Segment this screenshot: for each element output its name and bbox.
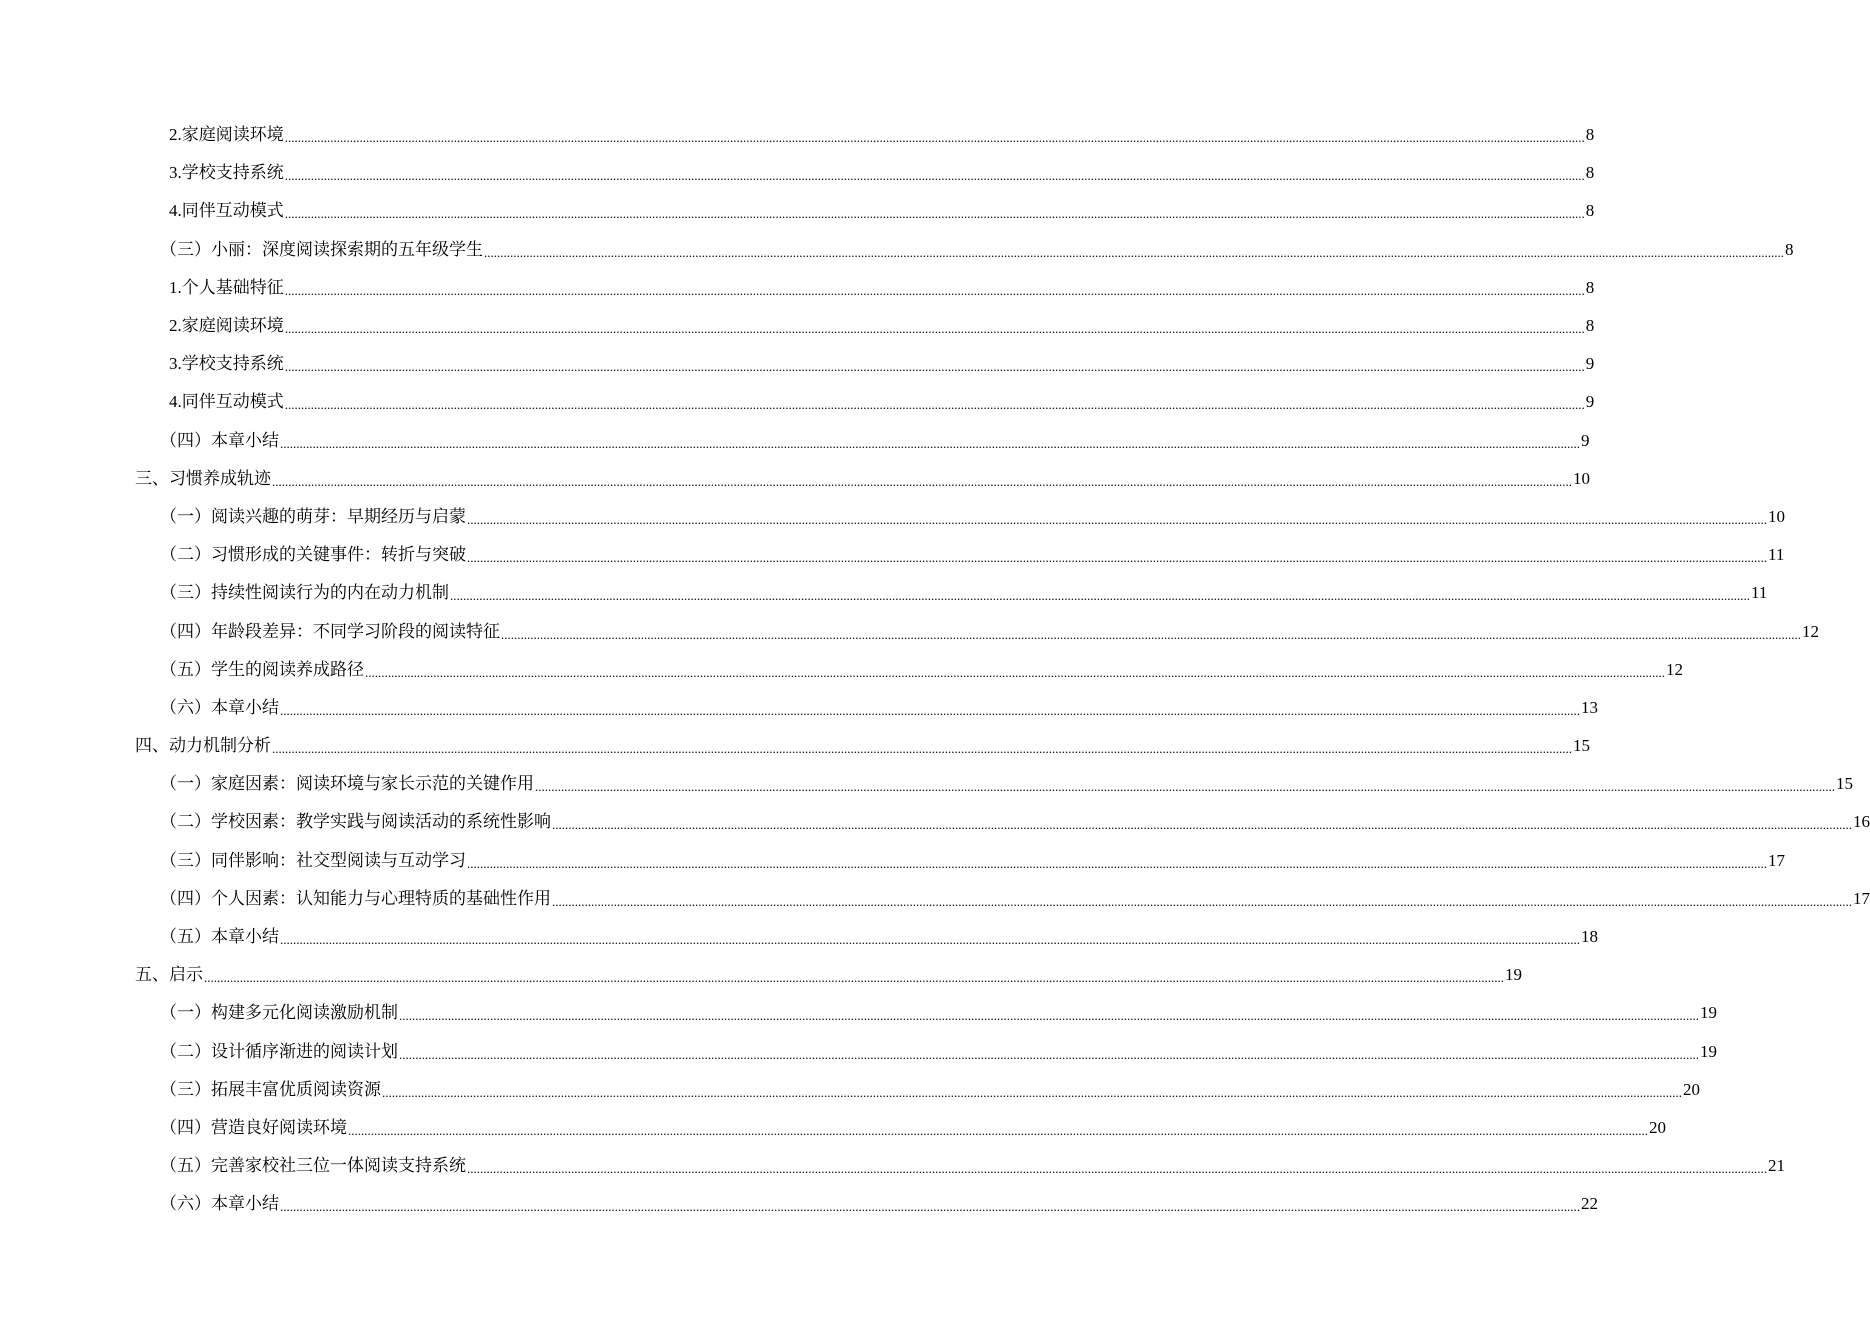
toc-entry-title: （六）本章小结 — [160, 697, 279, 717]
toc-entry-title: 1.个人基础特征 — [169, 277, 284, 297]
dot-leader: ................................................................................................................................................................................................................................................................................................................................................................................................................ — [284, 168, 1585, 184]
dot-leader: ................................................................................................................................................................................................................................................................................................................................................................................................................ — [280, 932, 1580, 948]
dot-leader: ................................................................................................................................................................................................................................................................................................................................................................................................................ — [284, 130, 1585, 146]
toc-entry-page-number: 21 — [1768, 1156, 1785, 1176]
toc-entry-page-number: 18 — [1581, 927, 1598, 947]
dot-leader: ................................................................................................................................................................................................................................................................................................................................................................................................................ — [382, 1084, 1682, 1100]
dot-leader: ................................................................................................................................................................................................................................................................................................................................................................................................................ — [280, 702, 1580, 718]
dot-leader: ................................................................................................................................................................................................................................................................................................................................................................................................................ — [284, 206, 1585, 222]
toc-entry-page-number: 19 — [1700, 1003, 1717, 1023]
dot-leader: ................................................................................................................................................................................................................................................................................................................................................................................................................ — [272, 473, 1572, 489]
toc-entry-page-number: 20 — [1683, 1079, 1700, 1099]
toc-entry[interactable] — [0, 574, 1768, 612]
toc-entry[interactable] — [0, 803, 1870, 841]
toc-entry-title: （五）完善家校社三位一体阅读支持系统 — [160, 1156, 466, 1176]
toc-entry-title: 五、启示 — [135, 965, 203, 985]
toc-entry[interactable] — [0, 116, 1595, 154]
toc-entry-title: （三）拓展丰富优质阅读资源 — [160, 1079, 381, 1099]
toc-entry[interactable] — [0, 269, 1595, 307]
toc-entry-page-number: 9 — [1585, 354, 1595, 374]
toc-entry-title: 4.同伴互动模式 — [169, 392, 284, 412]
toc-entry-page-number: 16 — [1853, 812, 1870, 832]
dot-leader: ................................................................................................................................................................................................................................................................................................................................................................................................................ — [450, 588, 1750, 604]
toc-entry[interactable] — [0, 345, 1595, 383]
toc-entry-title: 3.学校支持系统 — [169, 163, 284, 183]
toc-entry-page-number: 17 — [1768, 850, 1785, 870]
toc-entry-page-number: 8 — [1585, 163, 1595, 183]
toc-entry-page-number: 9 — [1585, 392, 1595, 412]
dot-leader: ................................................................................................................................................................................................................................................................................................................................................................................................................ — [365, 664, 1665, 680]
toc-entry[interactable] — [0, 154, 1595, 192]
dot-leader: ................................................................................................................................................................................................................................................................................................................................................................................................................ — [467, 550, 1767, 566]
toc-entry[interactable] — [0, 383, 1595, 421]
toc-entry-title: （三）小丽：深度阅读探索期的五年级学生 — [160, 239, 483, 259]
dot-leader: ................................................................................................................................................................................................................................................................................................................................................................................................................ — [399, 1008, 1699, 1024]
toc-entry-title: （四）年龄段差异：不同学习阶段的阅读特征 — [160, 621, 500, 641]
toc-entry-page-number: 9 — [1581, 430, 1590, 450]
toc-entry-title: （三）持续性阅读行为的内在动力机制 — [160, 583, 449, 603]
toc-entry-page-number: 8 — [1585, 316, 1595, 336]
toc-entry-page-number: 17 — [1853, 888, 1870, 908]
toc-entry[interactable] — [0, 498, 1785, 536]
toc-entry-page-number: 10 — [1768, 506, 1785, 526]
toc-entry-title: （一）家庭因素：阅读环境与家长示范的关键作用 — [160, 774, 534, 794]
toc-entry[interactable] — [0, 231, 1794, 269]
dot-leader: ................................................................................................................................................................................................................................................................................................................................................................................................................ — [280, 1199, 1580, 1215]
toc-entry-title: 三、习惯养成轨迹 — [135, 468, 271, 488]
toc-entry-title: 2.家庭阅读环境 — [169, 125, 284, 145]
toc-entry[interactable] — [0, 994, 1717, 1032]
toc-entry[interactable] — [0, 612, 1819, 650]
dot-leader: ................................................................................................................................................................................................................................................................................................................................................................................................................ — [284, 359, 1585, 375]
toc-entry-title: （二）习惯形成的关键事件：转折与突破 — [160, 545, 466, 565]
toc-entry[interactable] — [0, 422, 1590, 460]
toc-entry-page-number: 12 — [1802, 621, 1819, 641]
toc-entry-page-number: 8 — [1585, 201, 1595, 221]
toc-entry[interactable] — [0, 460, 1590, 498]
toc-entry[interactable] — [0, 1185, 1598, 1223]
toc-entry[interactable] — [0, 307, 1595, 345]
dot-leader: ................................................................................................................................................................................................................................................................................................................................................................................................................ — [280, 435, 1580, 451]
toc-entry-page-number: 15 — [1836, 774, 1853, 794]
toc-entry[interactable] — [0, 192, 1595, 230]
toc-entry[interactable] — [0, 918, 1598, 956]
toc-entry-page-number: 8 — [1585, 277, 1595, 297]
dot-leader: ................................................................................................................................................................................................................................................................................................................................................................................................................ — [284, 282, 1585, 298]
dot-leader: ................................................................................................................................................................................................................................................................................................................................................................................................................ — [348, 1122, 1648, 1138]
toc-entry-page-number: 19 — [1700, 1041, 1717, 1061]
toc-entry-title: （五）学生的阅读养成路径 — [160, 659, 364, 679]
toc-entry-page-number: 11 — [1768, 545, 1785, 565]
dot-leader: ................................................................................................................................................................................................................................................................................................................................................................................................................ — [552, 817, 1852, 833]
toc-entry-page-number: 13 — [1581, 697, 1598, 717]
toc-entry[interactable] — [0, 880, 1870, 918]
dot-leader: ................................................................................................................................................................................................................................................................................................................................................................................................................ — [204, 970, 1504, 986]
toc-entry-title: （一）阅读兴趣的萌芽：早期经历与启蒙 — [160, 506, 466, 526]
toc-entry[interactable] — [0, 1147, 1785, 1185]
dot-leader: ................................................................................................................................................................................................................................................................................................................................................................................................................ — [399, 1046, 1699, 1062]
toc-entry-title: （二）学校因素：教学实践与阅读活动的系统性影响 — [160, 812, 551, 832]
toc-entry-title: （二）设计循序渐进的阅读计划 — [160, 1041, 398, 1061]
toc-entry-page-number: 12 — [1666, 659, 1683, 679]
dot-leader: ................................................................................................................................................................................................................................................................................................................................................................................................................ — [467, 1161, 1767, 1177]
dot-leader: ................................................................................................................................................................................................................................................................................................................................................................................................................ — [484, 244, 1784, 260]
toc-entry-title: 3.学校支持系统 — [169, 354, 284, 374]
dot-leader: ................................................................................................................................................................................................................................................................................................................................................................................................................ — [535, 779, 1835, 795]
dot-leader: ................................................................................................................................................................................................................................................................................................................................................................................................................ — [552, 893, 1852, 909]
toc-entry[interactable] — [0, 651, 1683, 689]
toc-entry[interactable] — [0, 956, 1522, 994]
toc-entry-page-number: 15 — [1573, 736, 1590, 756]
toc-entry-page-number: 19 — [1505, 965, 1522, 985]
toc-entry[interactable] — [0, 1071, 1700, 1109]
toc-entry-title: 4.同伴互动模式 — [169, 201, 284, 221]
toc-entry-page-number: 8 — [1585, 125, 1595, 145]
toc-entry[interactable] — [0, 765, 1853, 803]
toc-entry-title: （四）个人因素：认知能力与心理特质的基础性作用 — [160, 888, 551, 908]
dot-leader: ................................................................................................................................................................................................................................................................................................................................................................................................................ — [284, 321, 1585, 337]
toc-entry[interactable] — [0, 689, 1598, 727]
toc-entry[interactable] — [0, 842, 1785, 880]
dot-leader: ................................................................................................................................................................................................................................................................................................................................................................................................................ — [467, 511, 1767, 527]
toc-entry-title: 2.家庭阅读环境 — [169, 316, 284, 336]
toc-entry[interactable] — [0, 1109, 1666, 1147]
toc-entry-page-number: 20 — [1649, 1117, 1666, 1137]
toc-entry[interactable] — [0, 727, 1590, 765]
toc-entry-page-number: 22 — [1581, 1194, 1598, 1214]
toc-entry-page-number: 10 — [1573, 468, 1590, 488]
toc-entry-page-number: 8 — [1785, 239, 1794, 259]
toc-entry-title: （三）同伴影响：社交型阅读与互动学习 — [160, 850, 466, 870]
toc-entry-title: （一）构建多元化阅读激励机制 — [160, 1003, 398, 1023]
dot-leader: ................................................................................................................................................................................................................................................................................................................................................................................................................ — [467, 855, 1767, 871]
toc-entry-page-number: 11 — [1751, 583, 1768, 603]
toc-entry[interactable] — [0, 536, 1785, 574]
table-of-contents — [0, 116, 1870, 1223]
dot-leader: ................................................................................................................................................................................................................................................................................................................................................................................................................ — [501, 626, 1801, 642]
toc-entry-title: （四）本章小结 — [160, 430, 279, 450]
toc-entry-title: （五）本章小结 — [160, 927, 279, 947]
toc-entry[interactable] — [0, 1033, 1717, 1071]
dot-leader: ................................................................................................................................................................................................................................................................................................................................................................................................................ — [272, 741, 1572, 757]
dot-leader: ................................................................................................................................................................................................................................................................................................................................................................................................................ — [284, 397, 1585, 413]
toc-entry-title: 四、动力机制分析 — [135, 736, 271, 756]
toc-entry-title: （四）营造良好阅读环境 — [160, 1117, 347, 1137]
toc-entry-title: （六）本章小结 — [160, 1194, 279, 1214]
